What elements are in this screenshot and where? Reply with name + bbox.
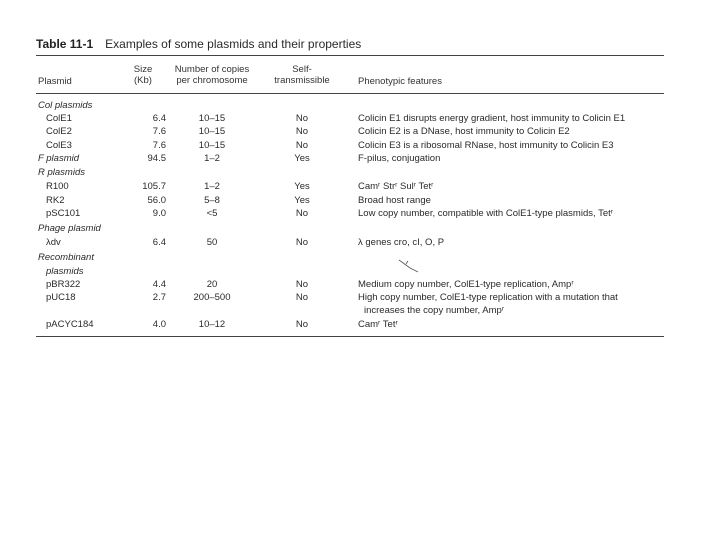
row-self: Yes <box>294 181 310 192</box>
row-name: ColE1 <box>46 113 72 124</box>
row-copies: 10–15 <box>198 126 226 137</box>
row-size: 6.4 <box>152 113 166 124</box>
row-copies: 200–500 <box>193 292 231 303</box>
row-phenotype: High copy number, ColE1-type replication with a mutation that <box>358 292 618 303</box>
table-row <box>0 125 720 138</box>
row-name: pUC18 <box>46 292 76 303</box>
row-self: No <box>295 237 309 248</box>
row-copies: 10–15 <box>198 113 226 124</box>
row-copies: 50 <box>206 237 218 248</box>
row-self: No <box>295 140 309 151</box>
table-row <box>0 99 720 112</box>
table-row <box>0 222 720 235</box>
table-row <box>0 251 720 264</box>
row-phenotype: Low copy number, compatible with ColE1-type plasmids, Tetʳ <box>358 208 614 219</box>
table-row <box>0 139 720 152</box>
row-size: 6.4 <box>152 237 166 248</box>
row-copies: 20 <box>206 279 218 290</box>
header-size: Size (Kb) <box>133 64 153 86</box>
row-phenotype: Broad host range <box>358 195 431 206</box>
row-name: λdv <box>46 237 61 248</box>
header-self-transmissible: Self- transmissible <box>274 64 330 86</box>
row-name: R100 <box>46 181 69 192</box>
row-size: 4.0 <box>152 319 166 330</box>
row-self: Yes <box>294 195 310 206</box>
row-size: 4.4 <box>152 279 166 290</box>
row-self: No <box>295 279 309 290</box>
row-copies: 1–2 <box>204 181 220 192</box>
row-size: 9.0 <box>152 208 166 219</box>
table-caption: Examples of some plasmids and their properties <box>105 37 362 51</box>
row-phenotype: Colicin E3 is a ribosomal RNase, host immunity to Colicin E3 <box>358 140 614 151</box>
table-row <box>0 265 720 278</box>
row-copies: 1–2 <box>204 153 220 164</box>
row-phenotype: Medium copy number, ColE1-type replication, Ampʳ <box>358 279 574 290</box>
table-number: Table 11-1 <box>36 37 94 51</box>
row-name: pSC101 <box>46 208 81 219</box>
table-row <box>0 207 720 220</box>
row-name: plasmids <box>46 266 84 277</box>
header-plasmid: Plasmid <box>38 76 72 87</box>
row-name: ColE2 <box>46 126 72 137</box>
row-self: No <box>295 113 309 124</box>
row-phenotype-continued: increases the copy number, Ampʳ <box>364 305 505 316</box>
table-row <box>0 236 720 249</box>
row-phenotype: Camʳ Strʳ Sulʳ Tetʳ <box>358 181 434 192</box>
table-row <box>0 166 720 179</box>
row-size: 105.7 <box>142 181 166 192</box>
row-phenotype: λ genes cro, cI, O, P <box>358 237 445 248</box>
row-name: Col plasmids <box>38 100 93 111</box>
header-rule <box>36 93 664 94</box>
table-row <box>0 304 720 317</box>
table-row <box>0 194 720 207</box>
header-phenotype: Phenotypic features <box>358 76 442 87</box>
table-row <box>0 180 720 193</box>
row-self: No <box>295 319 309 330</box>
bottom-rule <box>36 336 664 337</box>
row-name: ColE3 <box>46 140 72 151</box>
row-name: Phage plasmid <box>38 223 101 234</box>
row-copies: <5 <box>206 208 218 219</box>
row-size: 7.6 <box>152 140 166 151</box>
row-name: R plasmids <box>38 167 85 178</box>
row-phenotype: Colicin E1 disrupts energy gradient, host immunity to Colicin E1 <box>358 113 626 124</box>
table-row <box>0 152 720 165</box>
row-name: F plasmid <box>38 153 80 164</box>
header-copies: Number of copies per chromosome <box>174 64 250 86</box>
row-copies: 10–12 <box>198 319 226 330</box>
table-row <box>0 291 720 304</box>
row-phenotype: Colicin E2 is a DNase, host immunity to Colicin E2 <box>358 126 570 137</box>
row-self: No <box>295 292 309 303</box>
table-title <box>36 37 361 51</box>
row-name: pACYC184 <box>46 319 94 330</box>
row-name: RK2 <box>46 195 65 206</box>
row-self: No <box>295 208 309 219</box>
pen-mark-icon <box>398 258 420 274</box>
row-name: Recombinant <box>38 252 94 263</box>
table-row <box>0 318 720 331</box>
table-row <box>0 112 720 125</box>
row-phenotype: F-pilus, conjugation <box>358 153 441 164</box>
row-phenotype: Camʳ Tetʳ <box>358 319 398 330</box>
top-rule <box>36 55 664 56</box>
row-self: Yes <box>294 153 310 164</box>
row-copies: 5–8 <box>204 195 220 206</box>
row-name: pBR322 <box>46 279 81 290</box>
table-row <box>0 278 720 291</box>
row-size: 7.6 <box>152 126 166 137</box>
row-copies: 10–15 <box>198 140 226 151</box>
row-size: 2.7 <box>152 292 166 303</box>
row-size: 94.5 <box>147 153 166 164</box>
row-size: 56.0 <box>147 195 166 206</box>
row-self: No <box>295 126 309 137</box>
